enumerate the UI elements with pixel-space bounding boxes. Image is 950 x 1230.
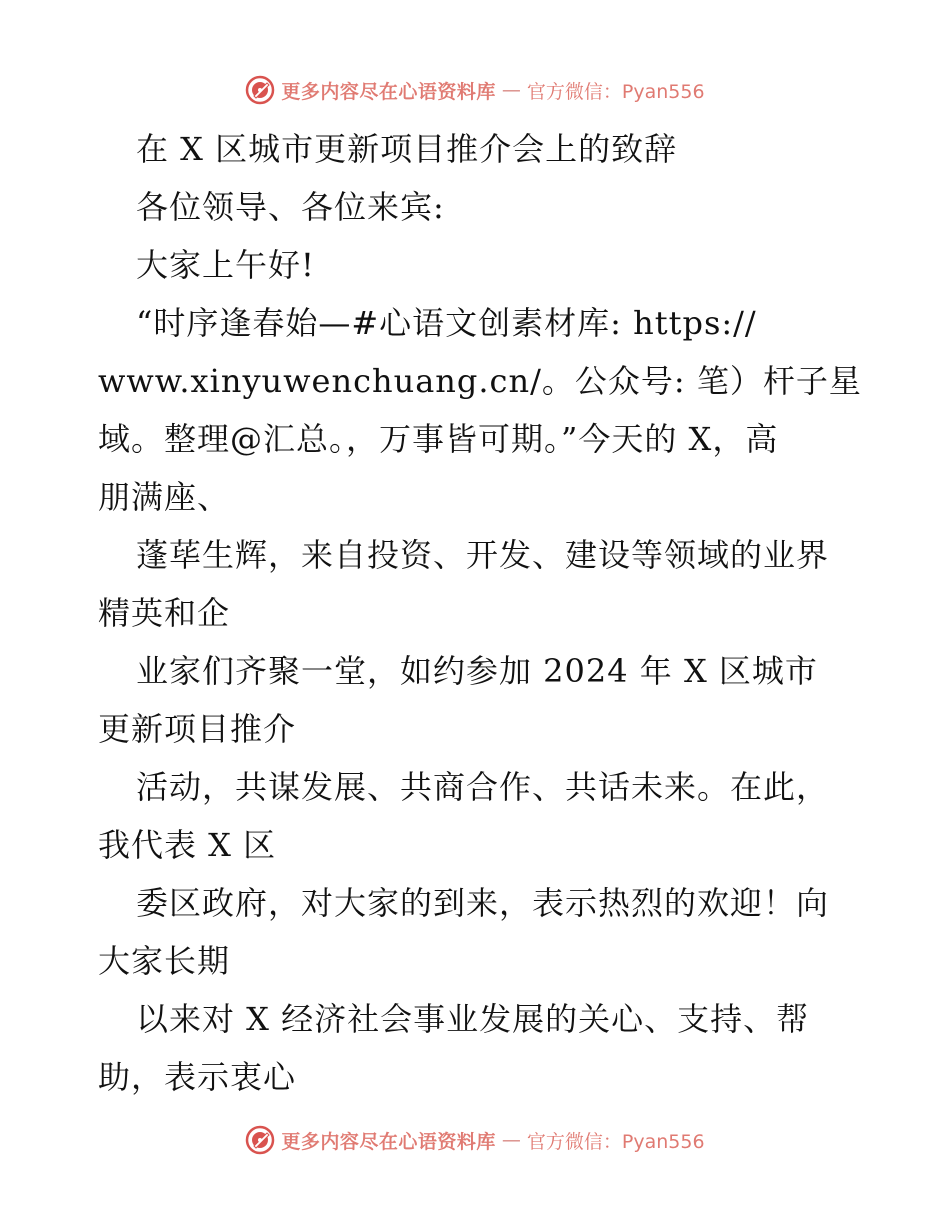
pen-logo-icon bbox=[245, 1125, 275, 1155]
banner-separator: — bbox=[501, 1129, 521, 1151]
text-line: 我代表 X 区 bbox=[98, 826, 277, 864]
banner-separator: — bbox=[501, 79, 521, 101]
text-line: 精英和企 bbox=[98, 594, 231, 632]
text-line: “时序逢春始—#心语文创素材库: https:// bbox=[136, 304, 757, 342]
text-line: 大家长期 bbox=[98, 942, 231, 980]
banner-title: 更多内容尽在心语资料库 bbox=[281, 80, 496, 103]
document-body bbox=[98, 120, 862, 1106]
salutation: 各位领导、各位来宾: bbox=[136, 188, 445, 226]
banner-wechat: 官方微信：Pyan556 bbox=[526, 1130, 705, 1153]
text-line: 委区政府，对大家的到来，表示热烈的欢迎！向 bbox=[136, 884, 830, 922]
text-line: 助，表示衷心 bbox=[98, 1058, 297, 1096]
footer-banner bbox=[0, 1120, 950, 1160]
banner-title: 更多内容尽在心语资料库 bbox=[281, 1130, 496, 1153]
header-banner bbox=[0, 70, 950, 110]
text-line: 更新项目推介 bbox=[98, 710, 297, 748]
banner-wechat: 官方微信：Pyan556 bbox=[526, 80, 705, 103]
pen-logo-icon bbox=[245, 75, 275, 105]
text-line: 蓬荜生辉，来自投资、开发、建设等领域的业界 bbox=[136, 536, 830, 574]
text-line: www.xinyuwenchuang.cn/。公众号: 笔）杆子星 bbox=[98, 362, 862, 400]
text-line: 朋满座、 bbox=[98, 478, 231, 516]
greeting: 大家上午好! bbox=[136, 246, 315, 284]
document-title: 在 X 区城市更新项目推介会上的致辞 bbox=[136, 130, 678, 168]
text-line: 活动，共谋发展、共商合作、共话未来。在此， bbox=[136, 768, 830, 806]
text-line: 以来对 X 经济社会事业发展的关心、支持、帮 bbox=[136, 1000, 810, 1038]
text-line: 业家们齐聚一堂，如约参加 2024 年 X 区城市 bbox=[136, 652, 818, 690]
text-line: 域。整理@汇总。，万事皆可期。”今天的 X，高 bbox=[98, 420, 779, 458]
